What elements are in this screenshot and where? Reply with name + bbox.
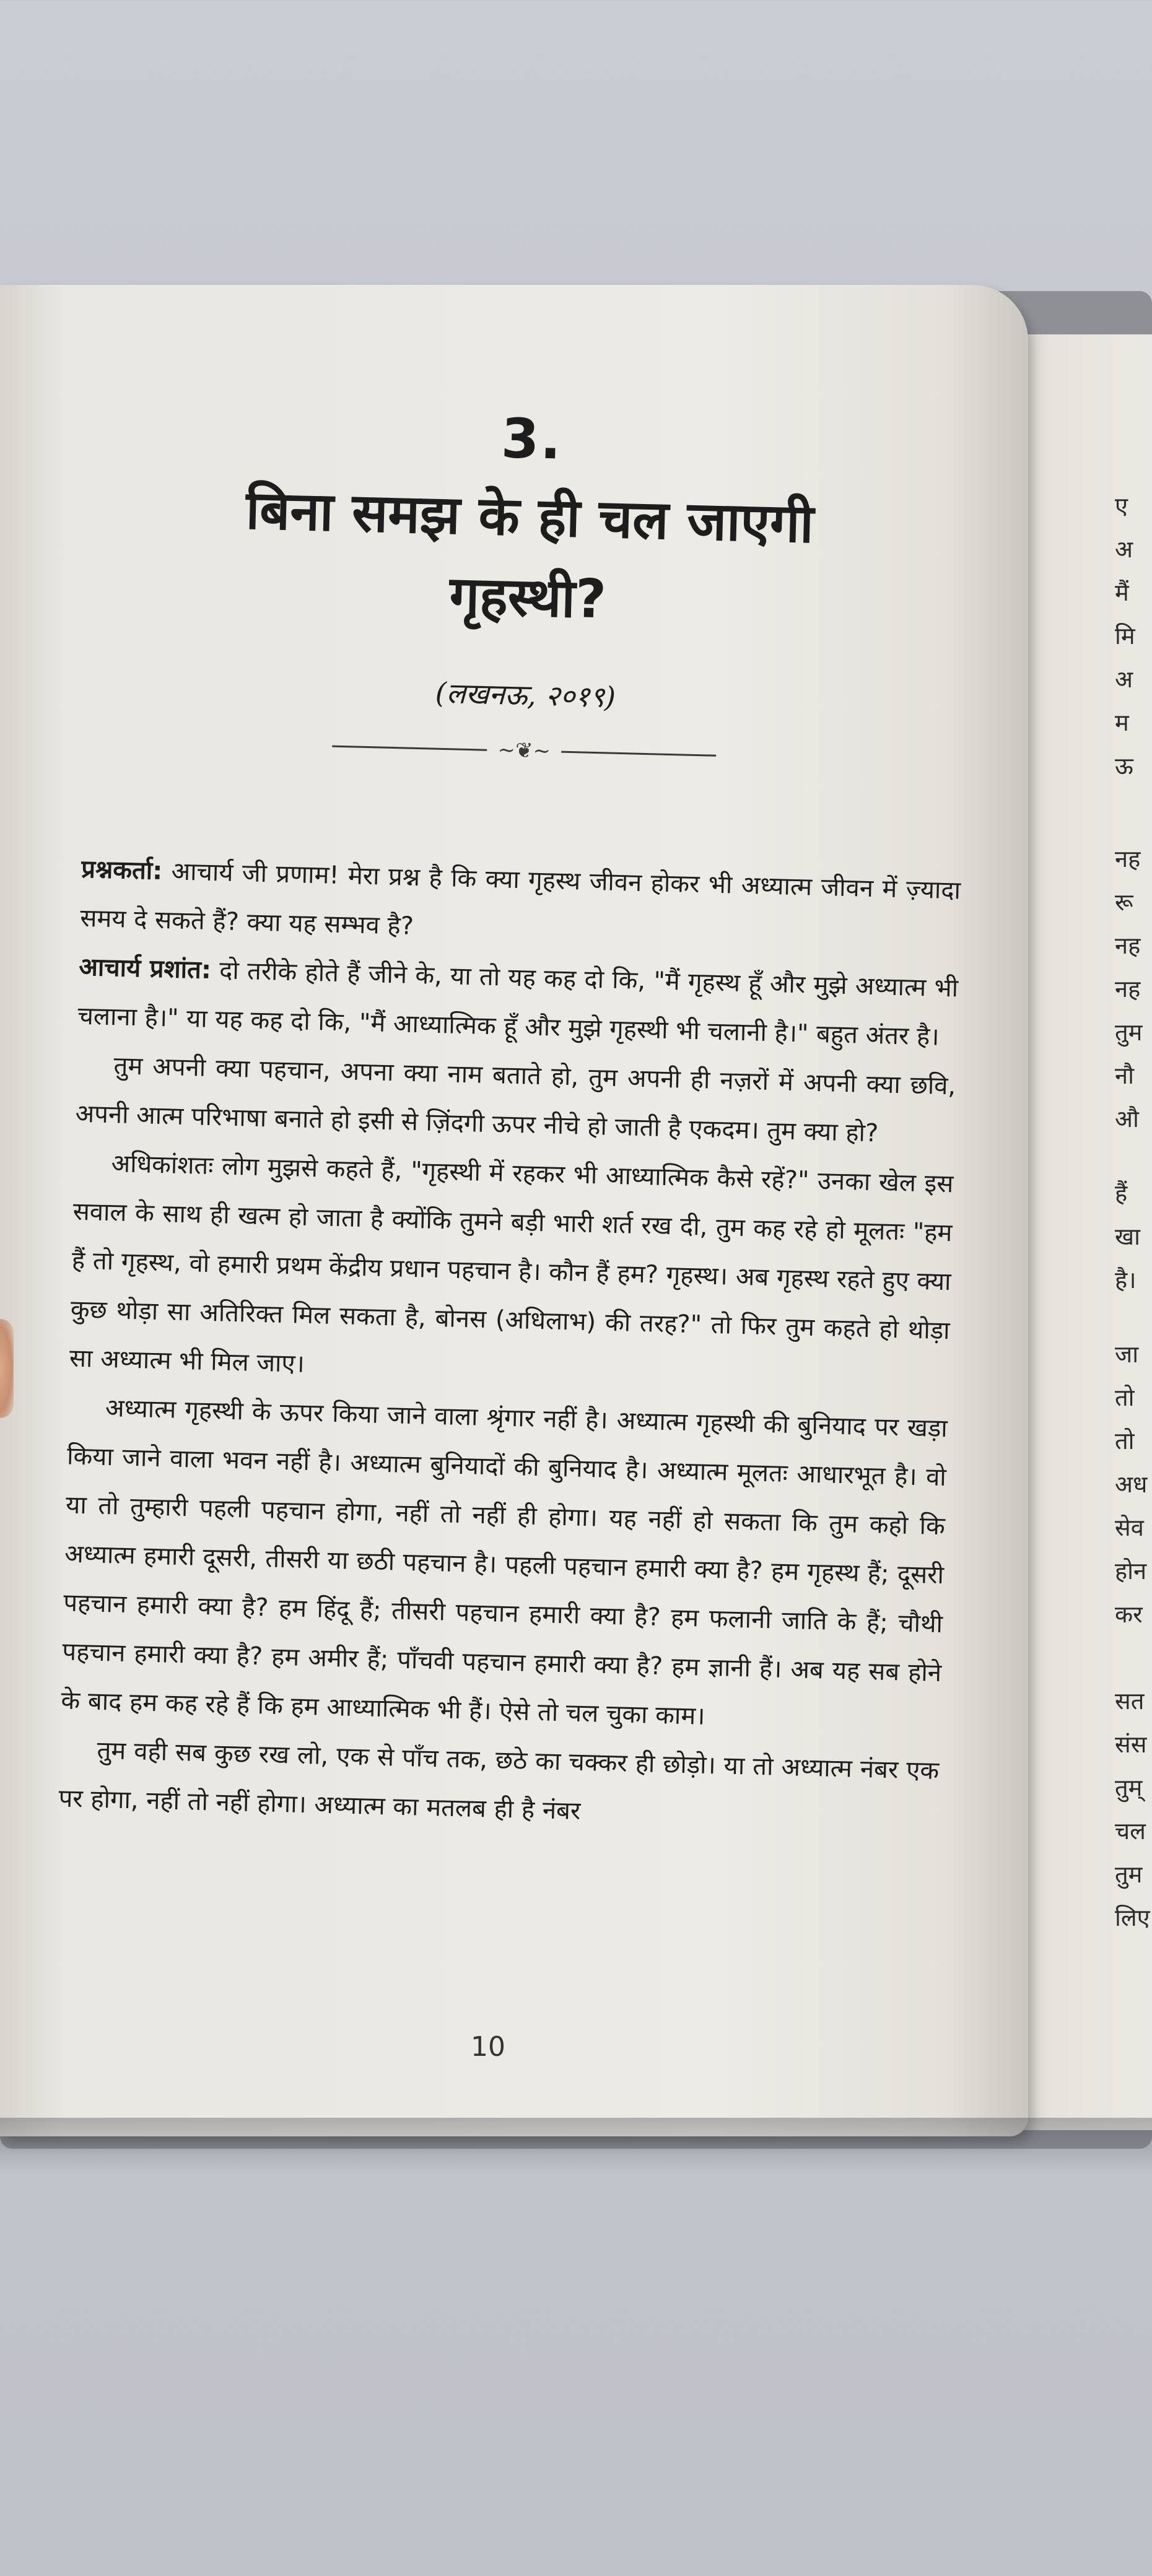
thumb xyxy=(0,1319,14,1418)
right-page-text-fragment: तुम xyxy=(1115,1019,1143,1046)
right-page-text-fragment: तो xyxy=(1115,1427,1135,1455)
paragraph-text: अध्यात्म गृहस्थी के ऊपर किया जाने वाला श्रृंगार नहीं है। अध्यात्म गृहस्थी की बुनियाद पर खड़ा किया जाने वाला भवन नहीं है। अध्यात्म बुनियादों की बुनियाद है। अध्यात्म मूलतः आधारभूत है। वो या तो तुम्हारी पहली पहचान होगा, नहीं तो नहीं ही होगा। यह नहीं हो सकता कि तुम कहो कि अध्यात्म हमारी दूसरी, तीसरी या छठी पहचान है। पहली पहचान हमारी क्या है? हम गृहस्थ हैं; दूसरी पहचान हमारी क्या है? हम हिंदू हैं; तीसरी पहचान हमारी क्या है? हम फलानी जाति के हैं; चौथी पहचान हमारी क्या है? हम अमीर हैं; पाँचवी पहचान हमारी क्या है? हम ज्ञानी हैं। अब यह सब होने के बाद हम कह रहे हैं कि हम आध्यात्मिक भी हैं। ऐसे तो चल चुका काम। xyxy=(60,1393,948,1731)
chapter-body xyxy=(58,845,961,1845)
chapter-title-line-2: गृहस्थी? xyxy=(448,565,607,631)
paragraph xyxy=(61,1383,948,1747)
paragraph-text: अधिकांशतः लोग मुझसे कहते हैं, "गृहस्थी में रहकर भी आध्यात्मिक कैसे रहें?" उनका खेल इस सवाल के साथ ही खत्म हो जाता है क्योंकि तुमने बड़ी भारी शर्त रख दी, तुम कह रहे हो मूलतः "हम हैं तो गृहस्थ, वो हमारी प्रथम केंद्रीय प्रधान पहचान है। कौन हैं हम? गृहस्थ। अब गृहस्थ रहते हुए क्या कुछ थोड़ा सा अतिरिक्त मिल सकता है, बोनस (अधिलाभ) की तरह?" तो फिर तुम कहते हो थोड़ा सा अध्यात्म भी मिल जाए। xyxy=(69,1149,954,1378)
right-page-text-fragment: मि xyxy=(1115,622,1135,650)
chapter-title-line-1: बिना समझ के ही चल जाएगी xyxy=(245,479,814,555)
right-page-text-fragment: होन xyxy=(1115,1557,1147,1585)
right-page-text-fragment: कर xyxy=(1115,1601,1143,1628)
right-page-text-fragment: तुम् xyxy=(1115,1774,1143,1801)
divider-line-left xyxy=(332,746,487,751)
speaker-label: प्रश्नकर्ता: xyxy=(81,855,163,886)
right-page-text-fragment: लिए xyxy=(1115,1904,1150,1931)
right-page-text-fragment: सेव xyxy=(1115,1514,1144,1541)
right-page-text-fragment: चल xyxy=(1115,1817,1146,1845)
right-page-text-fragment: है। xyxy=(1115,1266,1137,1294)
flourish-icon: ~❦~ xyxy=(497,738,551,764)
paragraph-text: तुम अपनी क्या पहचान, अपना क्या नाम बताते हो, तुम अपनी ही नज़रों में अपनी क्या छवि, अपनी आत्म परिभाषा बनाते हो इसी से ज़िंदगी ऊपर नीचे हो जाती है एकदम। तुम क्या हो? xyxy=(75,1051,956,1148)
right-page-text-fragment: नह xyxy=(1115,932,1141,959)
right-page-text-fragment: अ xyxy=(1115,666,1133,693)
chapter-number: 3. xyxy=(500,406,564,472)
paragraph xyxy=(69,1139,954,1405)
right-page-text-fragment: ए xyxy=(1115,492,1128,520)
right-page-text-fragment: सत xyxy=(1115,1687,1145,1715)
right-page-text-fragment: अ xyxy=(1115,536,1133,563)
right-page-text-fragment: हैं xyxy=(1115,1180,1128,1207)
right-page-text-fragment: तो xyxy=(1115,1384,1135,1411)
desk-shadow xyxy=(0,2118,1152,2174)
right-page-text-fragment: ऊ xyxy=(1115,752,1133,780)
page-content xyxy=(58,396,972,1845)
ornamental-divider xyxy=(332,734,717,768)
right-page-text-fragment: औ xyxy=(1115,1105,1139,1133)
right-page-text-fragment: रू xyxy=(1115,889,1133,916)
right-page-text-fragment: अध xyxy=(1115,1471,1148,1498)
right-page-text-fragment: तुम xyxy=(1115,1861,1143,1888)
paragraph-text: दो तरीके होते हैं जीने के, या तो यह कह दो कि, "मैं गृहस्थ हूँ और मुझे अध्यात्म भी चलाना है।" या यह कह दो कि, "मैं आध्यात्मिक हूँ और मुझे गृहस्थी भी चलानी है।" बहुत अंतर है। xyxy=(77,955,959,1051)
divider-line-right xyxy=(561,751,716,757)
right-page-text-fragment: नह xyxy=(1115,975,1141,1003)
right-page-text-fragment: जा xyxy=(1115,1341,1139,1368)
right-page-text-fragment: खा xyxy=(1115,1223,1140,1250)
paragraph-text: तुम वही सब कुछ रख लो, एक से पाँच तक, छठे का चक्कर ही छोड़ो। या तो अध्यात्म नंबर एक पर होगा, नहीं तो नहीं होगा। अध्यात्म का मतलब ही है नंबर xyxy=(58,1736,940,1825)
right-page-text-fragment: संस xyxy=(1115,1731,1147,1758)
book-page xyxy=(0,285,1028,2136)
chapter-location-date: (लखनऊ, २०१९) xyxy=(435,676,616,714)
right-page-text-fragment: मैं xyxy=(1115,579,1129,606)
right-page-text-fragment: म xyxy=(1115,709,1129,736)
paragraph xyxy=(58,1725,940,1845)
right-page-text-fragment: नह xyxy=(1115,845,1141,872)
paragraph-text: आचार्य जी प्रणाम! मेरा प्रश्न है कि क्या गृहस्थ जीवन होकर भी अध्यात्म जीवन में ज़्यादा समय दे सकते हैं? क्या यह सम्भव है? xyxy=(79,856,961,941)
speaker-label: आचार्य प्रशांत: xyxy=(78,952,212,985)
page-number: 10 xyxy=(471,2031,505,2063)
chapter-title xyxy=(87,466,971,649)
right-page-text-fragment: नौ xyxy=(1115,1062,1134,1089)
